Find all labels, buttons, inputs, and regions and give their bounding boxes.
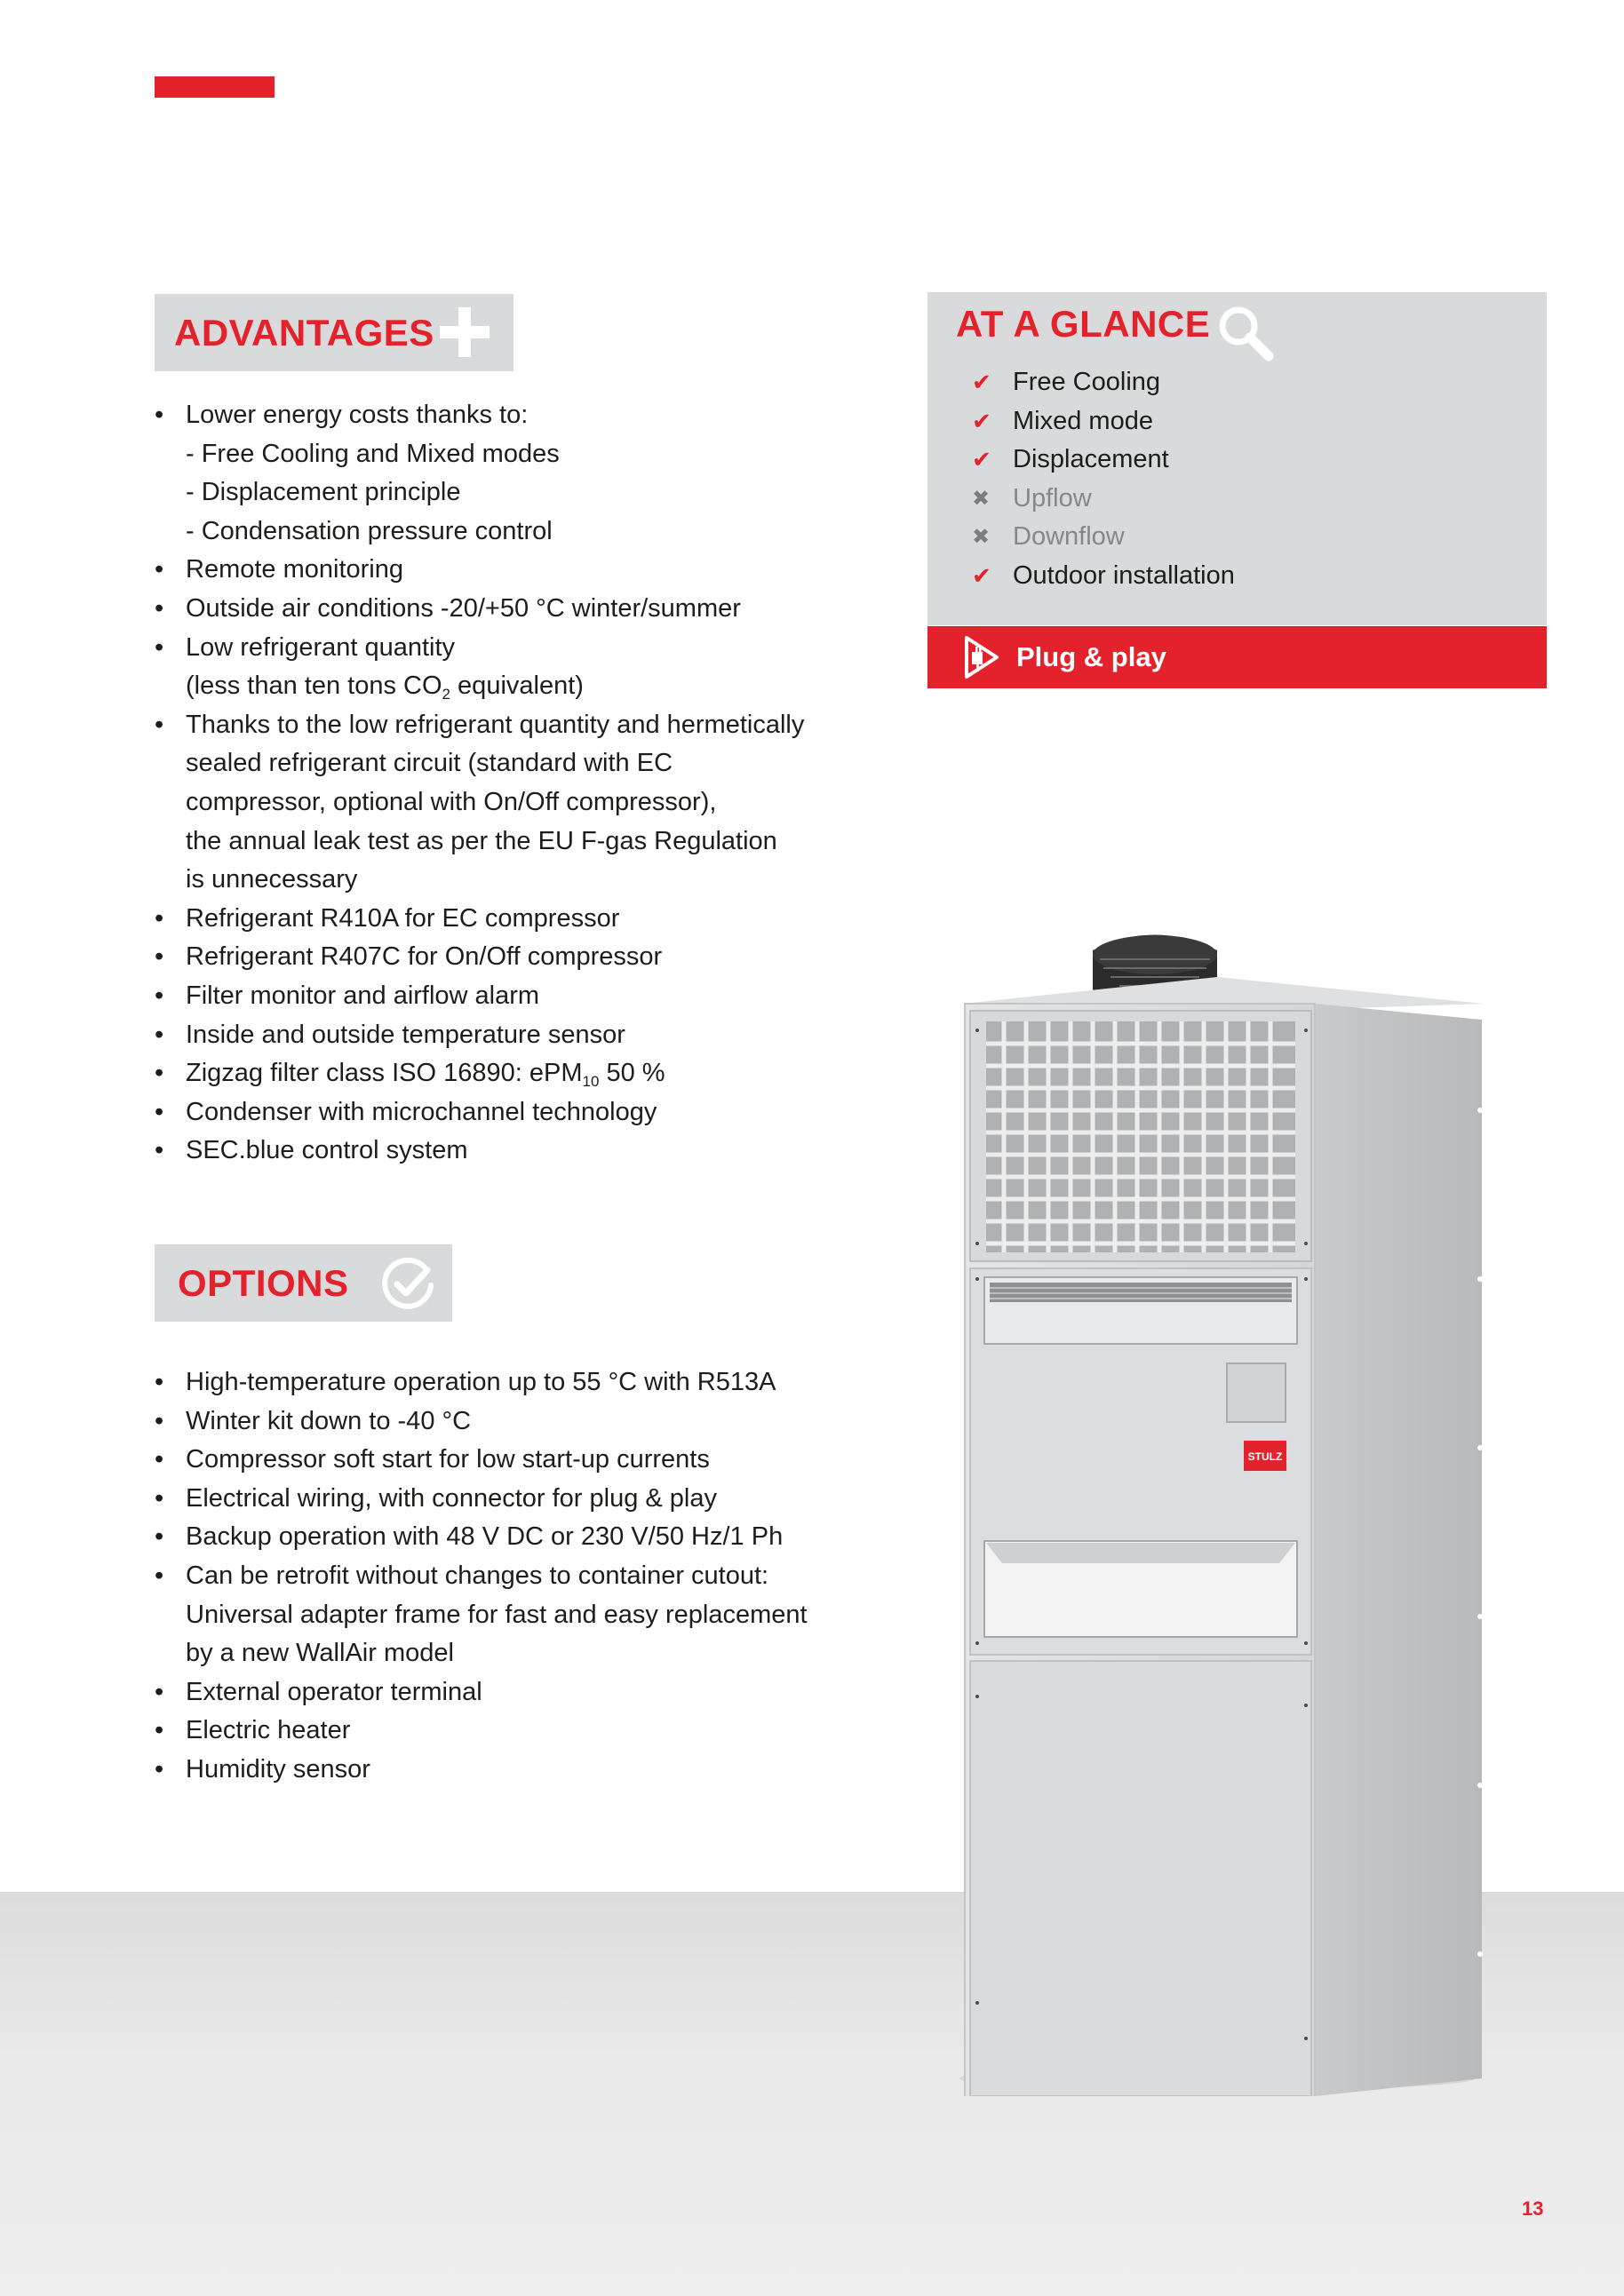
- list-item-text: • Thanks to the low refrigerant quantity and hermetically: [186, 710, 805, 739]
- list-item-text: • Remote monitoring: [186, 555, 403, 584]
- list-item: [155, 938, 830, 977]
- epm-text-end: 50 %: [599, 1059, 665, 1088]
- check-icon: ✔: [972, 369, 991, 395]
- list-item: [155, 1751, 830, 1790]
- list-item-text: • Outside air conditions -20/+50 °C winter/summer: [186, 593, 741, 623]
- glance-item: [972, 363, 1235, 402]
- glance-item-label: Outdoor installation: [1013, 560, 1235, 590]
- advantages-header: [155, 294, 513, 371]
- list-item-text: the annual leak test as per the EU F-gas Regulation: [186, 826, 777, 855]
- list-item-text: Universal adapter frame for fast and easy replacement: [186, 1600, 808, 1629]
- list-item: [155, 396, 830, 551]
- co2-text: (less than ten tons CO: [186, 671, 442, 701]
- glance-item-label: Upflow: [1013, 483, 1092, 512]
- glance-item: [972, 441, 1235, 480]
- list-item: [155, 1402, 830, 1442]
- list-item: [155, 977, 830, 1016]
- list-item-text: • Humidity sensor: [186, 1754, 370, 1784]
- list-item-text: • Refrigerant R407C for On/Off compressor: [186, 942, 663, 972]
- glance-item-label: Free Cooling: [1013, 368, 1161, 396]
- list-item-text: sealed refrigerant circuit (standard with EC: [186, 749, 673, 778]
- list-subitem-text: - Free Cooling and Mixed modes: [186, 439, 560, 468]
- list-item-text: • Low refrigerant quantity: [186, 632, 456, 662]
- check-icon: ✔: [972, 561, 991, 589]
- epm-text: Zigzag filter class ISO 16890: ePM: [186, 1059, 583, 1088]
- stulz-logo: STULZ: [1247, 1450, 1283, 1463]
- advantages-list: [155, 396, 830, 1171]
- list-item: [155, 629, 830, 706]
- list-item: [155, 1132, 830, 1171]
- list-item: [155, 1441, 830, 1480]
- list-item-text: is unnecessary: [186, 865, 358, 894]
- list-item: [155, 590, 830, 629]
- list-item-text: compressor, optional with On/Off compressor),: [186, 787, 717, 816]
- list-item-text: • High-temperature operation up to 55 °C with R513A: [186, 1368, 776, 1396]
- list-item-text: • Backup operation with 48 V DC or 230 V/50 Hz/1 Ph: [186, 1522, 784, 1552]
- epm-line: [186, 1054, 830, 1093]
- list-item-text: by a new WallAir model: [186, 1639, 454, 1668]
- options-list: [155, 1363, 830, 1790]
- list-item-text: • SEC.blue control system: [186, 1136, 468, 1165]
- check-circle-icon: [380, 1257, 435, 1312]
- list-item: [155, 1557, 830, 1673]
- list-item: [155, 1673, 830, 1712]
- check-icon: ✔: [972, 446, 991, 473]
- list-item: [155, 551, 830, 590]
- list-item: [155, 1363, 830, 1402]
- list-item: [155, 1016, 830, 1055]
- epm-subscript: 10: [582, 1073, 600, 1091]
- at-a-glance-list: [972, 363, 1235, 596]
- co2-text-end: equivalent): [450, 671, 584, 701]
- list-item: [155, 1712, 830, 1751]
- list-item: [155, 1054, 830, 1093]
- accent-bar: [155, 76, 275, 98]
- glance-item: [972, 518, 1235, 557]
- list-item-text: • Electric heater: [186, 1716, 351, 1745]
- glance-item: [972, 402, 1235, 441]
- glance-item: [972, 557, 1235, 596]
- list-item-text: • Compressor soft start for low start-up currents: [186, 1445, 710, 1474]
- glance-item-label: Downflow: [1013, 522, 1125, 552]
- list-item: [155, 1093, 830, 1132]
- cross-icon: ✖: [972, 525, 991, 550]
- options-title: OPTIONS: [178, 1261, 349, 1304]
- wallair-unit-image: [951, 924, 1501, 2096]
- list-subitem-text: - Displacement principle: [186, 478, 461, 507]
- list-item-text: • Winter kit down to -40 °C: [186, 1406, 472, 1435]
- co2-line: [186, 667, 830, 706]
- at-a-glance-title: AT A GLANCE: [956, 303, 1211, 345]
- list-item-text: • Lower energy costs thanks to:: [186, 401, 529, 429]
- glance-item: [972, 480, 1235, 519]
- plus-icon: [437, 305, 492, 360]
- list-item: [155, 1518, 830, 1557]
- glance-item-label: Displacement: [1013, 445, 1169, 474]
- list-item: [155, 706, 830, 900]
- plug-play-icon: [963, 634, 1000, 680]
- options-header: [155, 1244, 452, 1322]
- list-item-text: • Condenser with microchannel technology: [186, 1097, 657, 1126]
- list-item-text: • Filter monitor and airflow alarm: [186, 981, 540, 1010]
- page-number: 13: [1522, 2197, 1544, 2220]
- at-a-glance-panel: [927, 292, 1547, 625]
- check-icon: ✔: [972, 407, 991, 434]
- cross-icon: ✖: [972, 486, 991, 511]
- search-icon: [1214, 301, 1278, 365]
- list-item-text: • External operator terminal: [186, 1677, 482, 1706]
- glance-item-label: Mixed mode: [1013, 406, 1153, 435]
- list-subitem-text: - Condensation pressure control: [186, 516, 553, 545]
- plug-and-play-label: Plug & play: [1016, 641, 1166, 672]
- list-item-text: • Refrigerant R410A for EC compressor: [186, 903, 620, 933]
- list-item: [155, 1480, 830, 1519]
- list-item-text: • Inside and outside temperature sensor: [186, 1020, 625, 1049]
- advantages-title: ADVANTAGES: [174, 311, 434, 354]
- plug-and-play-banner: [927, 626, 1547, 688]
- co2-subscript: 2: [442, 686, 450, 703]
- list-item: [155, 900, 830, 939]
- list-item-text: • Electrical wiring, with connector for plug & play: [186, 1483, 717, 1513]
- list-item-text: • Can be retrofit without changes to container cutout:: [186, 1561, 769, 1590]
